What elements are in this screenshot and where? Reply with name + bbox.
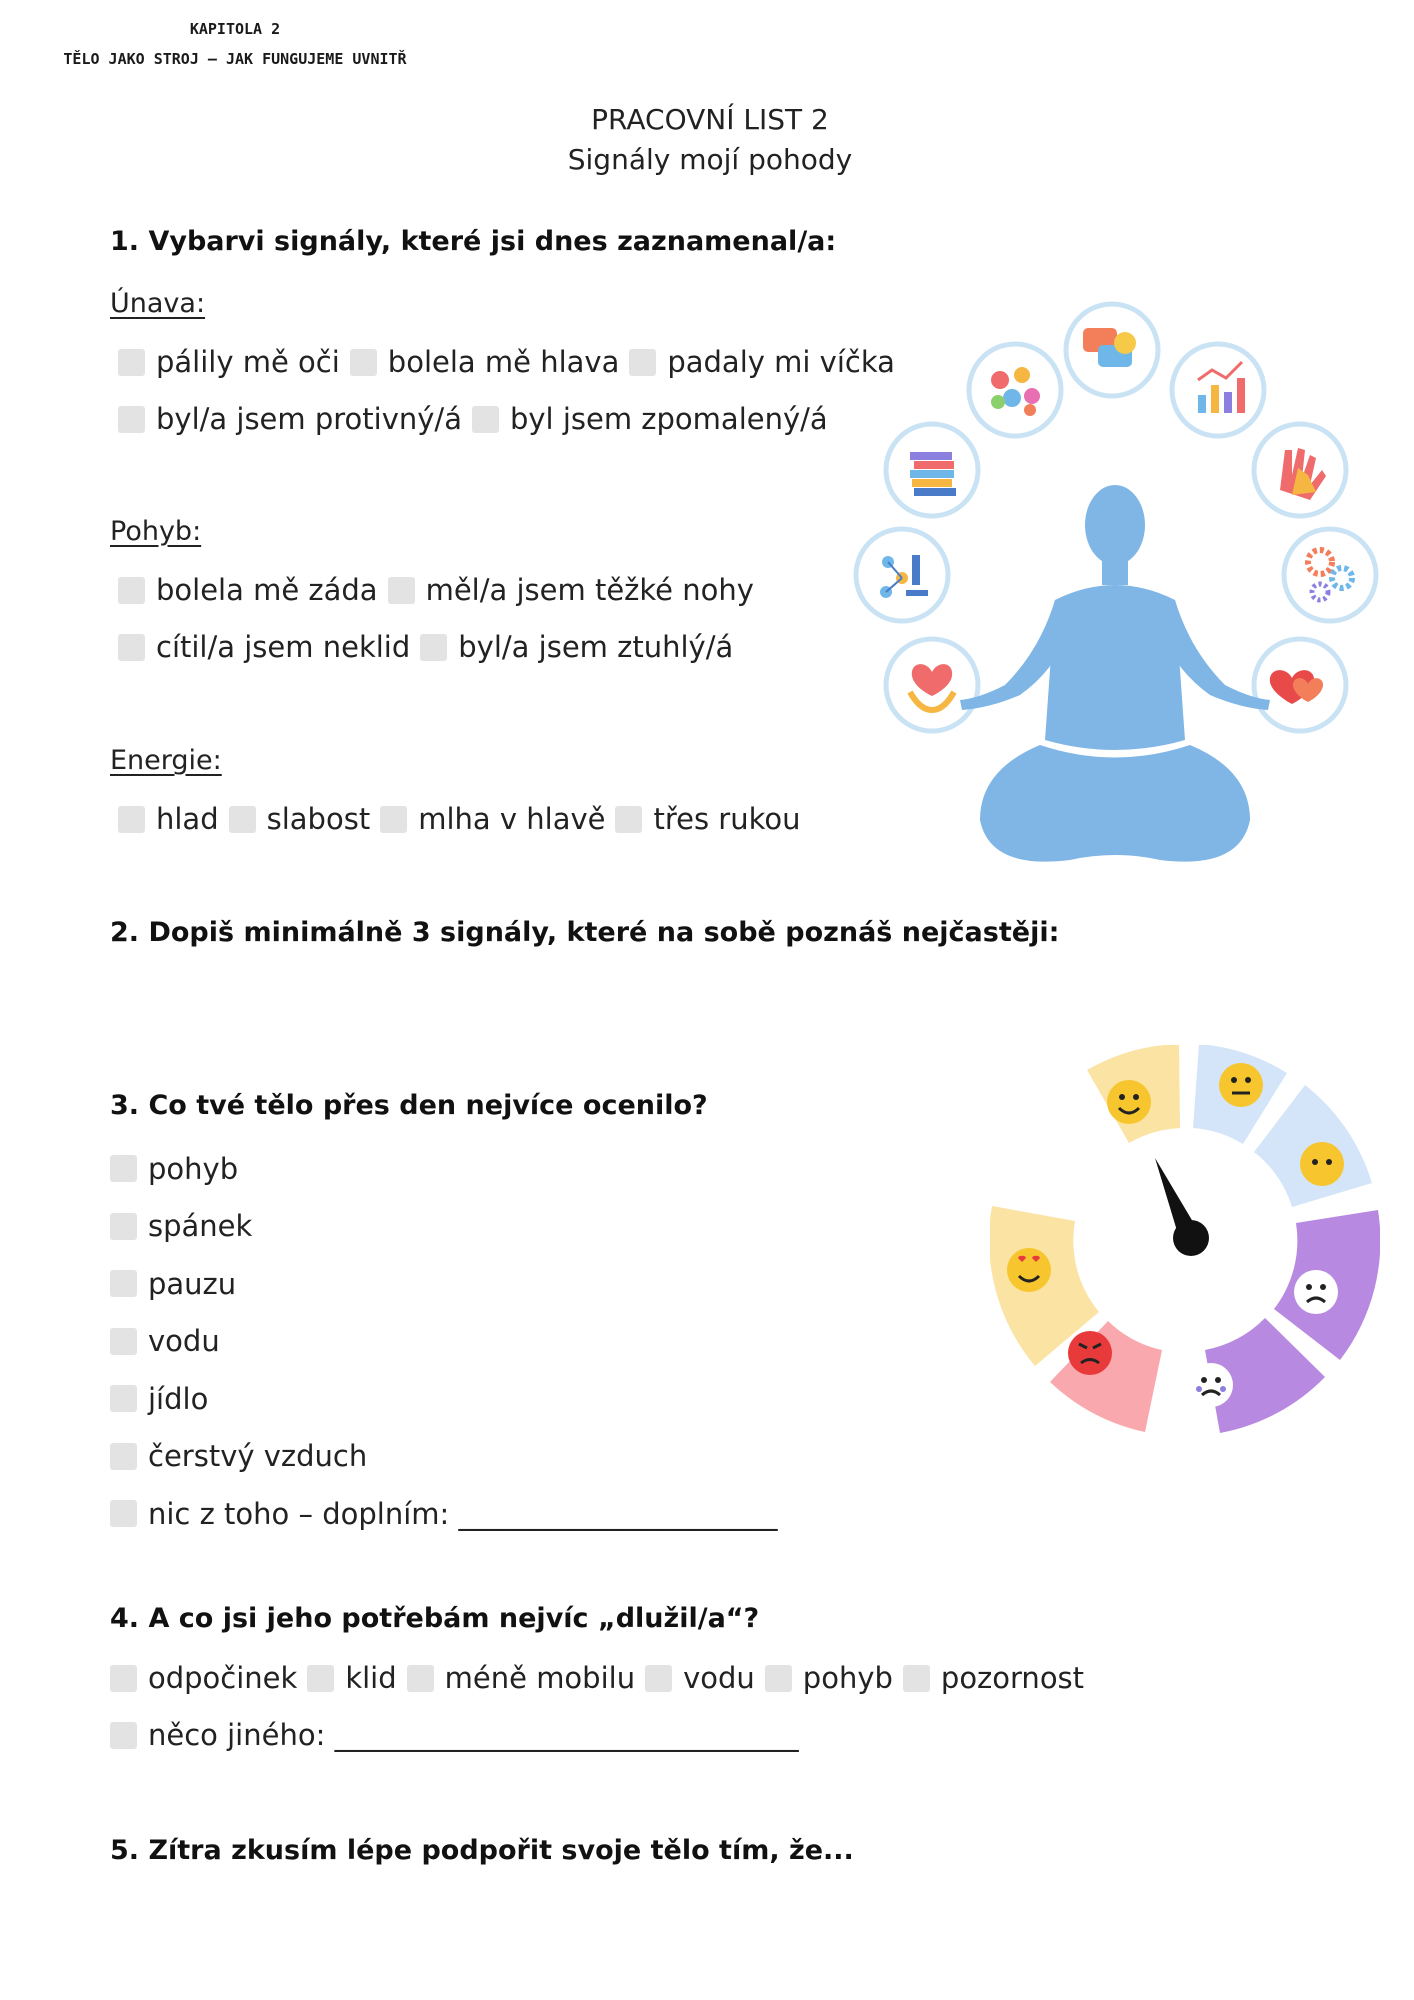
checkbox[interactable]	[118, 634, 145, 661]
checkbox[interactable]	[765, 1665, 792, 1692]
checkbox[interactable]	[110, 1213, 137, 1240]
checkbox-item[interactable]: nic z toho – doplním: ______________________	[110, 1485, 778, 1543]
unava-row-2	[118, 397, 838, 441]
blank-emoji-icon	[1300, 1142, 1344, 1186]
checkbox[interactable]	[629, 349, 656, 376]
checkbox[interactable]	[420, 634, 447, 661]
checkbox-item[interactable]: čerstvý vzduch	[110, 1428, 778, 1486]
checkbox-item[interactable]: pauzu	[110, 1255, 778, 1313]
checkbox-item[interactable]: odpočinek	[110, 1661, 297, 1695]
checkbox-item[interactable]: pohyb	[110, 1140, 778, 1198]
checkbox-item[interactable]: měl/a jsem těžké nohy	[388, 573, 754, 607]
checkbox-item[interactable]: vodu	[110, 1313, 778, 1371]
checkbox-item[interactable]: pozornost	[903, 1661, 1084, 1695]
checkbox[interactable]	[388, 577, 415, 604]
checkbox-item[interactable]: slabost	[229, 802, 371, 836]
dial-needle	[1155, 1158, 1209, 1256]
checkbox[interactable]	[118, 406, 145, 433]
checkbox-item[interactable]: pálily mě oči	[118, 345, 340, 379]
question-2: 2. Dopiš minimálně 3 signály, které na sobě poznáš nejčastěji:	[110, 917, 1060, 948]
question-4: 4. A co jsi jeho potřebám nejvíc „dlužil/a“?	[110, 1603, 760, 1634]
checkbox[interactable]	[110, 1328, 137, 1355]
chapter-label: KAPITOLA 2	[189, 20, 281, 38]
question-5: 5. Zítra zkusím lépe podpořit svoje tělo tím, že...	[110, 1835, 854, 1866]
checkbox-item[interactable]: byl/a jsem ztuhlý/á	[420, 630, 733, 664]
checkbox[interactable]	[118, 577, 145, 604]
q3-options	[110, 1140, 788, 1543]
checkbox-item[interactable]: cítil/a jsem neklid	[118, 630, 410, 664]
sad-emoji-icon	[1294, 1270, 1338, 1314]
checkbox[interactable]	[110, 1500, 137, 1527]
books-icon	[910, 452, 956, 496]
checkbox[interactable]	[118, 349, 145, 376]
checkbox[interactable]	[229, 806, 256, 833]
checkbox[interactable]	[307, 1665, 334, 1692]
checkbox-item[interactable]: spánek	[110, 1198, 778, 1256]
checkbox-item[interactable]: bolela mě hlava	[350, 345, 620, 379]
checkbox[interactable]	[407, 1665, 434, 1692]
gears-icon-circle	[1284, 529, 1376, 621]
checkbox[interactable]	[472, 406, 499, 433]
checkbox-item[interactable]: bolela mě záda	[118, 573, 378, 607]
checkbox-item[interactable]: hlad	[118, 802, 219, 836]
checkbox-item[interactable]: mlha v hlavě	[380, 802, 605, 836]
checkbox[interactable]	[615, 806, 642, 833]
checkbox-item[interactable]: vodu	[645, 1661, 755, 1695]
q4-row-2	[110, 1713, 809, 1757]
q4-row-1	[110, 1656, 1094, 1700]
category-unava: Únava:	[110, 288, 206, 319]
checkbox-item[interactable]: třes rukou	[615, 802, 800, 836]
mood-dial-illustration	[990, 1045, 1380, 1435]
checkbox[interactable]	[380, 806, 407, 833]
checkbox-item[interactable]: jídlo	[110, 1370, 778, 1428]
pohyb-row-2	[118, 625, 743, 669]
checkbox[interactable]	[110, 1155, 137, 1182]
checkbox[interactable]	[645, 1665, 672, 1692]
meditating-figure	[960, 485, 1270, 862]
heart-eyes-emoji-icon	[1007, 1248, 1051, 1292]
meditation-illustration	[840, 300, 1400, 910]
checkbox[interactable]	[350, 349, 377, 376]
checkbox-item[interactable]: byl jsem zpomalený/á	[472, 402, 828, 436]
checkbox-item[interactable]: pohyb	[765, 1661, 893, 1695]
smile-emoji-icon	[1107, 1080, 1151, 1124]
angry-emoji-icon	[1068, 1331, 1112, 1375]
checkbox-item[interactable]: padaly mi víčka	[629, 345, 895, 379]
worksheet-title: PRACOVNÍ LIST 2	[591, 103, 829, 136]
category-pohyb: Pohyb:	[110, 516, 202, 547]
question-1: 1. Vybarvi signály, které jsi dnes zaznamenal/a:	[110, 226, 837, 257]
crying-emoji-icon	[1189, 1363, 1233, 1407]
checkbox[interactable]	[110, 1385, 137, 1412]
neutral-emoji-icon	[1219, 1063, 1263, 1107]
checkbox[interactable]	[110, 1443, 137, 1470]
checkbox[interactable]	[110, 1665, 137, 1692]
energie-row-1	[118, 797, 811, 841]
checkbox-item[interactable]: něco jiného: ________________________________	[110, 1718, 799, 1752]
category-energie: Energie:	[110, 745, 222, 776]
chapter-subtitle: TĚLO JAKO STROJ – JAK FUNGUJEME UVNITŘ	[63, 50, 407, 68]
checkbox-item[interactable]: klid	[307, 1661, 396, 1695]
checkbox[interactable]	[110, 1270, 137, 1297]
checkbox-item[interactable]: byl/a jsem protivný/á	[118, 402, 462, 436]
unava-row-1	[118, 340, 905, 384]
checkbox[interactable]	[118, 806, 145, 833]
checkbox[interactable]	[110, 1722, 137, 1749]
pohyb-row-1	[118, 568, 764, 612]
worksheet-subtitle: Signály mojí pohody	[567, 143, 853, 176]
checkbox[interactable]	[903, 1665, 930, 1692]
checkbox-item[interactable]: méně mobilu	[407, 1661, 635, 1695]
question-3: 3. Co tvé tělo přes den nejvíce ocenilo?	[110, 1090, 708, 1121]
